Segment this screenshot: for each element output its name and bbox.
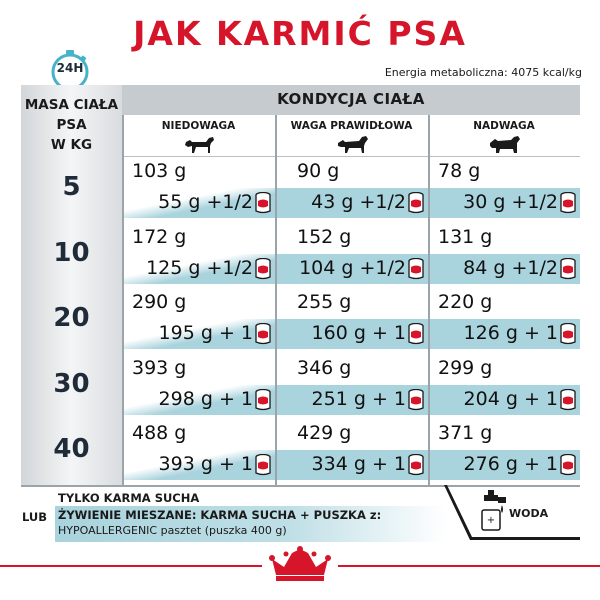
dry-food-amount: 78 g <box>438 160 481 182</box>
can-icon <box>560 323 576 345</box>
energy-info: Energia metaboliczna: 4075 kcal/kg <box>384 66 582 79</box>
can-icon <box>560 454 576 476</box>
mixed-food-amount: 276 g + 1 <box>463 453 558 476</box>
weight-value: 5 <box>62 172 81 202</box>
condition-header: KONDYCJA CIAŁA <box>277 90 425 108</box>
legend-or: LUB <box>22 510 48 524</box>
mixed-food-amount: 104 g +1/2 <box>299 256 406 279</box>
can-icon <box>408 192 424 214</box>
dog-icon <box>487 134 521 154</box>
dry-food-amount: 429 g <box>297 422 352 445</box>
mixed-food-amount: 55 g +1/2 <box>158 191 253 213</box>
mixed-food-amount: 30 g +1/2 <box>463 191 558 213</box>
legend-water: WODA <box>509 507 549 520</box>
can-icon <box>255 454 271 476</box>
legend-mixed-line2: HYPOALLERGENIC pasztet (puszka 400 g) <box>58 524 287 537</box>
can-icon <box>255 258 271 280</box>
can-icon <box>560 389 576 411</box>
feeding-table <box>21 85 580 485</box>
dry-food-amount: 290 g <box>132 291 187 314</box>
svg-text:+: + <box>486 515 496 526</box>
dry-food-amount: 131 g <box>438 225 493 248</box>
mixed-food-amount: 393 g + 1 <box>158 453 253 476</box>
mixed-food-amount: 43 g +1/2 <box>311 191 406 213</box>
dry-food-amount: 255 g <box>297 291 352 314</box>
legend-dry-only: TYLKO KARMA SUCHA <box>58 491 200 505</box>
weight-header-line: MASA CIAŁA <box>24 97 119 113</box>
legend-mixed-line1: ŻYWIENIE MIESZANE: KARMA SUCHA + PUSZKA z: <box>58 508 382 522</box>
dry-food-amount: 172 g <box>132 225 187 248</box>
mixed-food-amount: 84 g +1/2 <box>463 256 558 279</box>
dry-food-amount: 488 g <box>132 422 187 445</box>
can-icon <box>255 389 271 411</box>
can-icon <box>560 258 576 280</box>
mixed-food-amount: 298 g + 1 <box>158 387 253 410</box>
dog-icon <box>335 134 369 154</box>
can-icon <box>408 258 424 280</box>
water-tap-icon <box>482 490 506 530</box>
mixed-food-amount: 126 g + 1 <box>463 322 558 345</box>
mixed-food-amount: 204 g + 1 <box>463 387 558 410</box>
condition-label: NADWAGA <box>473 120 535 132</box>
water-box <box>432 485 580 540</box>
dry-food-amount: 103 g <box>132 160 187 182</box>
dry-food-amount: 152 g <box>297 225 352 248</box>
mixed-food-amount: 251 g + 1 <box>311 387 406 410</box>
condition-normal <box>275 115 428 157</box>
weight-value: 20 <box>53 303 90 334</box>
weight-header-line: PSA <box>56 117 87 133</box>
can-icon <box>408 389 424 411</box>
weight-value: 30 <box>53 368 90 399</box>
condition-row <box>122 115 580 157</box>
weight-header-line: W KG <box>50 137 93 153</box>
dry-food-amount: 90 g <box>297 160 340 182</box>
can-icon <box>560 192 576 214</box>
condition-overweight <box>428 115 580 157</box>
can-icon <box>408 454 424 476</box>
can-icon <box>408 323 424 345</box>
can-icon <box>255 192 271 214</box>
dry-food-amount: 371 g <box>438 422 493 445</box>
mixed-food-amount: 125 g +1/2 <box>146 256 253 279</box>
dry-food-amount: 393 g <box>132 356 187 379</box>
can-icon <box>255 323 271 345</box>
weight-header <box>21 95 122 155</box>
table-divider <box>122 115 124 485</box>
royal-canin-crown-icon <box>262 545 338 585</box>
dog-icon <box>182 134 216 154</box>
condition-underweight <box>122 115 275 157</box>
mixed-food-amount: 160 g + 1 <box>311 322 406 345</box>
clock-label: 24H <box>56 61 84 75</box>
condition-label: NIEDOWAGA <box>161 120 236 132</box>
dry-food-amount: 299 g <box>438 356 493 379</box>
table-divider <box>428 115 430 485</box>
table-divider <box>275 115 277 485</box>
page-title: JAK KARMIĆ PSA <box>133 14 467 53</box>
condition-label: WAGA PRAWIDŁOWA <box>290 120 413 132</box>
mixed-food-amount: 195 g + 1 <box>158 322 253 345</box>
dry-food-amount: 220 g <box>438 291 493 314</box>
dry-food-amount: 346 g <box>297 356 352 379</box>
mixed-food-amount: 334 g + 1 <box>311 453 406 476</box>
weight-value: 40 <box>53 434 90 465</box>
weight-value: 10 <box>53 237 90 268</box>
